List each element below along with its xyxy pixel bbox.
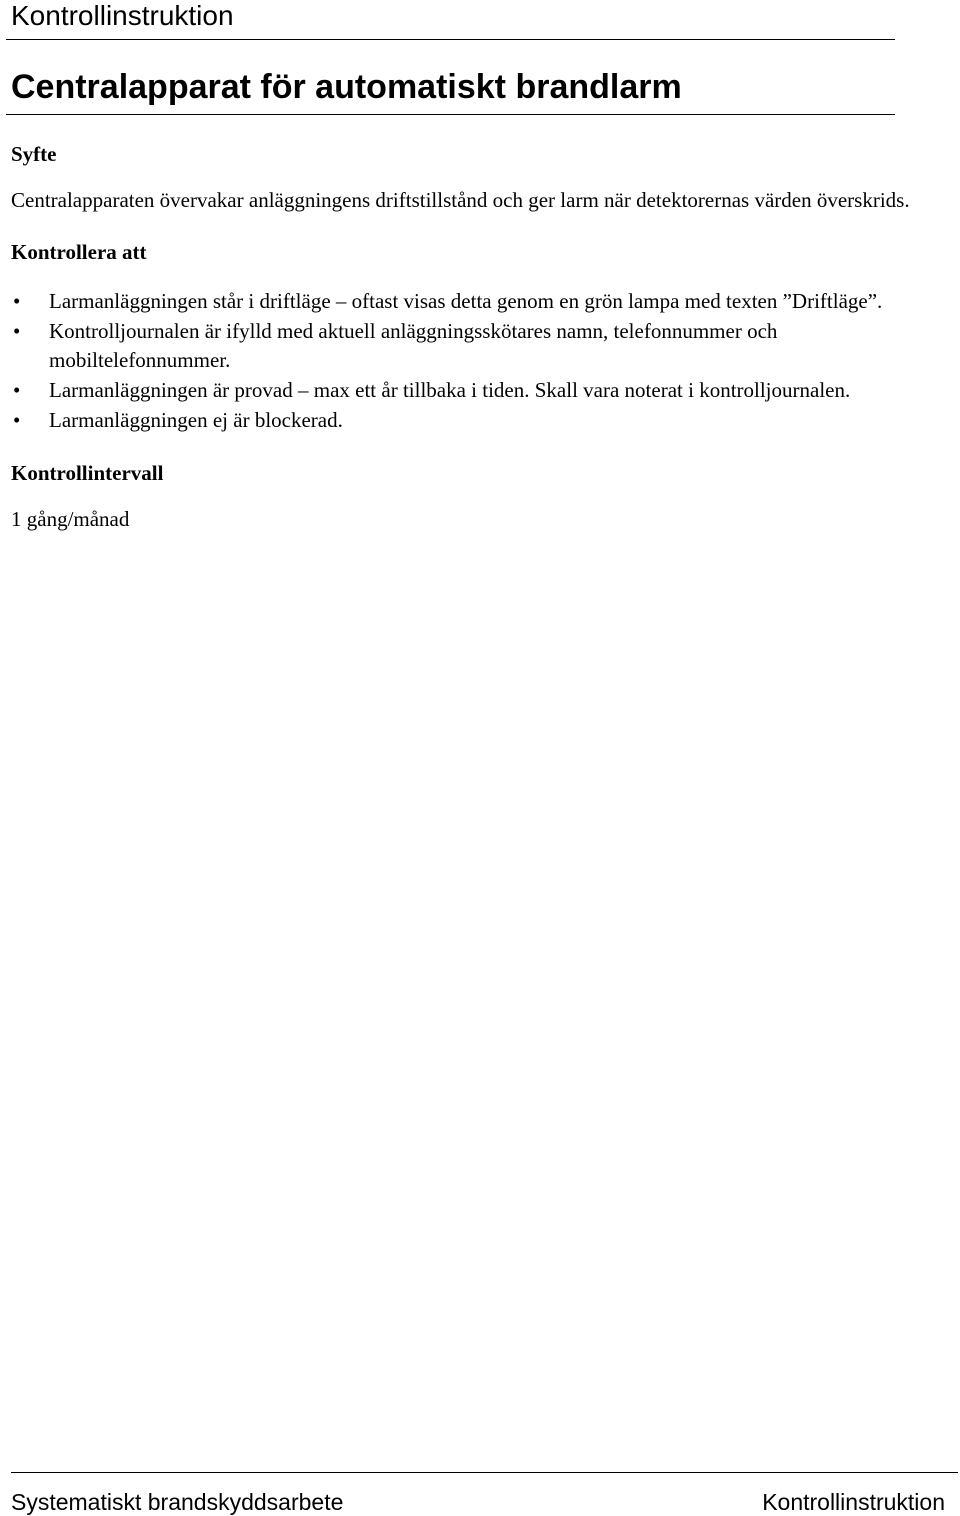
bullet-icon: • — [13, 378, 21, 402]
document-title: Centralapparat för automatiskt brandlarm — [11, 68, 682, 106]
list-item — [11, 376, 911, 405]
section-text-intervall: 1 gång/månad — [11, 507, 130, 531]
footer-left-text: Systematiskt brandskyddsarbete — [11, 1489, 344, 1515]
footer-divider — [11, 1472, 958, 1473]
list-item-text: Larmanläggningen är provad – max ett år tillbaka i tiden. Skall vara noterat i kontrolljournalen. — [49, 378, 851, 402]
list-item — [11, 406, 911, 435]
document-body — [11, 140, 911, 534]
section-text-syfte: Centralapparaten övervakar anläggningens driftstillstånd och ger larm när detektorernas värden överskrids. — [11, 188, 910, 212]
header-divider — [6, 39, 895, 40]
footer-right-text: Kontrollinstruktion — [762, 1489, 945, 1515]
list-item-text: Kontrolljournalen är ifylld med aktuell anläggningsskötares namn, telefonnummer och mobiltelefonnummer. — [49, 319, 778, 372]
page-header-title: Kontrollinstruktion — [11, 0, 234, 31]
bullet-icon: • — [13, 289, 21, 313]
section-heading-syfte: Syfte — [11, 142, 57, 166]
bullet-icon: • — [13, 319, 21, 343]
list-item-text: Larmanläggningen ej är blockerad. — [49, 408, 343, 432]
section-heading-intervall: Kontrollintervall — [11, 461, 164, 485]
section-heading-kontrollera: Kontrollera att — [11, 240, 147, 264]
list-item — [11, 317, 911, 375]
checklist — [11, 287, 911, 435]
title-divider — [6, 114, 895, 115]
bullet-icon: • — [13, 408, 21, 432]
list-item-text: Larmanläggningen står i driftläge – oftast visas detta genom en grön lampa med texten ”Driftläge”. — [49, 289, 883, 313]
list-item — [11, 287, 911, 316]
